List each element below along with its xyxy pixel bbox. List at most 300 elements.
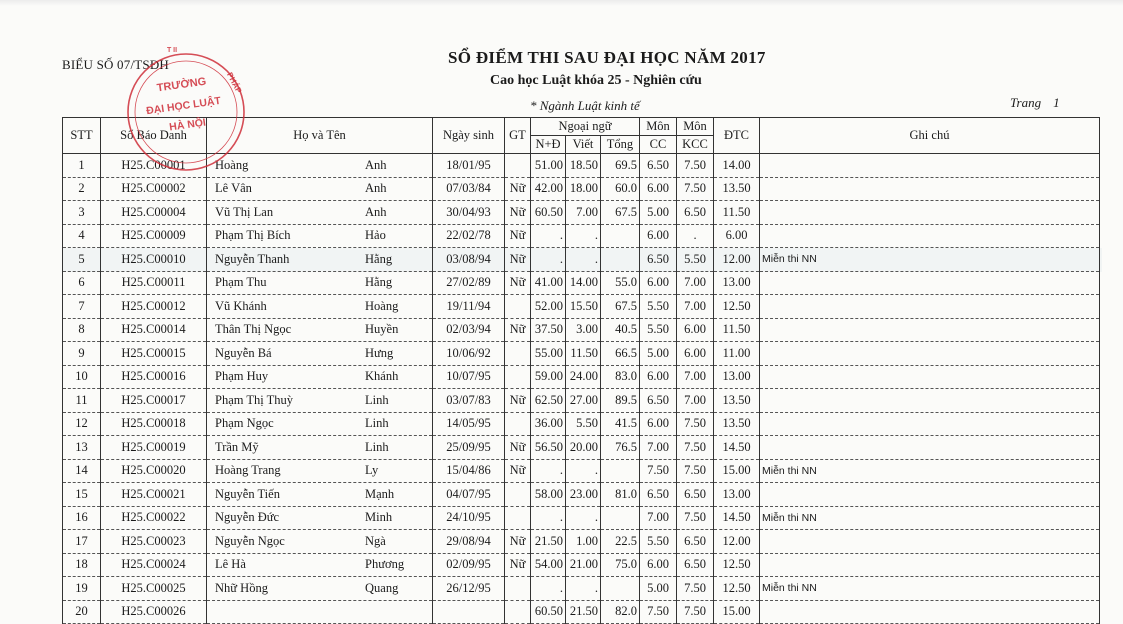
row-sbd: H25.C00011 xyxy=(101,271,207,295)
row-mon-cc: 6.00 xyxy=(640,412,677,436)
row-mon-cc: 5.50 xyxy=(640,530,677,554)
row-ten: Huyền xyxy=(365,322,399,337)
table-row xyxy=(63,530,1100,554)
row-mon-kcc: 6.50 xyxy=(677,553,714,577)
row-mon-kcc: 7.00 xyxy=(677,271,714,295)
row-dob: 02/03/94 xyxy=(433,318,505,342)
row-dtc: 13.50 xyxy=(714,412,760,436)
row-dob: 04/07/95 xyxy=(433,483,505,507)
row-nd: 51.00 xyxy=(531,154,566,178)
row-nd: 58.00 xyxy=(531,483,566,507)
row-ho: Phạm Huy xyxy=(215,369,269,384)
row-mon-kcc: 6.50 xyxy=(677,530,714,554)
row-dtc: 12.50 xyxy=(714,553,760,577)
table-row xyxy=(63,295,1100,319)
row-mon-cc: 5.00 xyxy=(640,201,677,225)
row-stt: 17 xyxy=(63,530,101,554)
row-ho: Hoàng xyxy=(215,157,249,172)
row-mon-cc: 6.00 xyxy=(640,177,677,201)
row-note xyxy=(760,530,1100,554)
table-row xyxy=(63,342,1100,366)
row-nd: . xyxy=(531,248,566,272)
row-ho: Nguyễn Tiến xyxy=(215,486,280,501)
row-ho: Nguyễn Đức xyxy=(215,510,280,525)
row-sbd: H25.C00023 xyxy=(101,530,207,554)
row-mon-cc: 6.50 xyxy=(640,248,677,272)
table-row xyxy=(63,177,1100,201)
row-dtc: 12.00 xyxy=(714,248,760,272)
row-viet: . xyxy=(566,248,601,272)
row-mon-cc: 7.00 xyxy=(640,436,677,460)
row-gt: Nữ xyxy=(505,224,531,248)
row-stt: 5 xyxy=(63,248,101,272)
row-tong xyxy=(601,248,640,272)
row-tong xyxy=(601,577,640,601)
row-sbd: H25.C00002 xyxy=(101,177,207,201)
row-note xyxy=(760,553,1100,577)
row-ten: Anh xyxy=(365,181,387,196)
row-name xyxy=(207,365,433,389)
row-stt: 4 xyxy=(63,224,101,248)
header-sbd: Số Báo Danh xyxy=(101,118,207,154)
row-note xyxy=(760,177,1100,201)
row-gt xyxy=(505,600,531,624)
row-dob: 26/12/95 xyxy=(433,577,505,601)
row-ho: Vũ Khánh xyxy=(215,298,267,313)
row-ten: Ly xyxy=(365,463,379,478)
row-name xyxy=(207,459,433,483)
row-mon-cc: 5.00 xyxy=(640,342,677,366)
row-mon-cc: 7.00 xyxy=(640,506,677,530)
row-nd: 52.00 xyxy=(531,295,566,319)
page-title: SỔ ĐIỂM THI SAU ĐẠI HỌC NĂM 2017 xyxy=(448,48,766,67)
row-mon-cc: 5.00 xyxy=(640,577,677,601)
row-ho: Phạm Thu xyxy=(215,275,267,290)
row-dob: 24/10/95 xyxy=(433,506,505,530)
row-mon-kcc: 7.50 xyxy=(677,600,714,624)
row-gt xyxy=(505,483,531,507)
row-dtc: 13.00 xyxy=(714,365,760,389)
header-dtc: ĐTC xyxy=(714,118,760,154)
row-mon-cc: 7.50 xyxy=(640,600,677,624)
row-viet: 24.00 xyxy=(566,365,601,389)
row-gt: Nữ xyxy=(505,177,531,201)
table-row xyxy=(63,412,1100,436)
row-ten: Mạnh xyxy=(365,486,395,501)
row-mon-kcc: 7.00 xyxy=(677,295,714,319)
row-name xyxy=(207,248,433,272)
row-viet: . xyxy=(566,577,601,601)
row-viet: 11.50 xyxy=(566,342,601,366)
table-row xyxy=(63,483,1100,507)
row-gt xyxy=(505,577,531,601)
row-viet: 20.00 xyxy=(566,436,601,460)
row-ten: Khánh xyxy=(365,369,399,384)
row-ten: Linh xyxy=(365,439,389,454)
row-stt: 7 xyxy=(63,295,101,319)
row-nd: 59.00 xyxy=(531,365,566,389)
table-row xyxy=(63,224,1100,248)
row-sbd: H25.C00021 xyxy=(101,483,207,507)
row-viet: . xyxy=(566,224,601,248)
row-dob: 10/07/95 xyxy=(433,365,505,389)
page-indicator xyxy=(1010,95,1060,111)
row-name xyxy=(207,436,433,460)
stamp-line2: ĐẠI HỌC LUẬT xyxy=(145,94,222,118)
row-dtc: 12.00 xyxy=(714,530,760,554)
row-stt: 2 xyxy=(63,177,101,201)
row-dtc: 13.00 xyxy=(714,483,760,507)
row-ten: Hằng xyxy=(365,275,393,290)
row-dtc: 12.50 xyxy=(714,295,760,319)
row-stt: 8 xyxy=(63,318,101,342)
stamp-right-text: PHÁP xyxy=(225,70,244,95)
row-nd: 42.00 xyxy=(531,177,566,201)
row-gt: Nữ xyxy=(505,248,531,272)
row-sbd: H25.C00015 xyxy=(101,342,207,366)
row-mon-kcc: 6.00 xyxy=(677,318,714,342)
row-ten: Anh xyxy=(365,157,387,172)
row-note xyxy=(760,318,1100,342)
row-ho: Lê Hà xyxy=(215,557,246,572)
row-nd: 21.50 xyxy=(531,530,566,554)
row-ho: Nhữ Hồng xyxy=(215,580,268,595)
row-viet: 3.00 xyxy=(566,318,601,342)
stamp-line3: HÀ NỘI xyxy=(168,116,207,134)
table-row xyxy=(63,271,1100,295)
row-dtc: 15.00 xyxy=(714,600,760,624)
header-nd: N+Đ xyxy=(531,136,566,154)
row-dtc: 13.50 xyxy=(714,389,760,413)
row-sbd: H25.C00020 xyxy=(101,459,207,483)
row-mon-cc: 6.50 xyxy=(640,389,677,413)
row-tong xyxy=(601,224,640,248)
row-stt: 6 xyxy=(63,271,101,295)
row-dob: 14/05/95 xyxy=(433,412,505,436)
row-nd: 62.50 xyxy=(531,389,566,413)
row-viet: 15.50 xyxy=(566,295,601,319)
row-dob: 07/03/84 xyxy=(433,177,505,201)
row-note xyxy=(760,412,1100,436)
row-ho: Phạm Thị Bích xyxy=(215,228,291,243)
row-name xyxy=(207,201,433,225)
row-tong xyxy=(601,506,640,530)
row-viet: 27.00 xyxy=(566,389,601,413)
row-viet: 5.50 xyxy=(566,412,601,436)
row-stt: 12 xyxy=(63,412,101,436)
row-nd: 37.50 xyxy=(531,318,566,342)
row-viet: 18.00 xyxy=(566,177,601,201)
row-dob: 22/02/78 xyxy=(433,224,505,248)
row-gt: Nữ xyxy=(505,530,531,554)
row-ten: Quang xyxy=(365,580,399,595)
row-nd: 54.00 xyxy=(531,553,566,577)
row-tong: 76.5 xyxy=(601,436,640,460)
table-row xyxy=(63,600,1100,624)
header-mon-cc-2: CC xyxy=(640,136,677,154)
row-tong: 69.5 xyxy=(601,154,640,178)
row-gt: Nữ xyxy=(505,553,531,577)
stamp-top-text: T II xyxy=(166,47,178,54)
row-tong: 67.5 xyxy=(601,201,640,225)
row-tong: 41.5 xyxy=(601,412,640,436)
row-dtc: 14.00 xyxy=(714,154,760,178)
row-dob: 03/08/94 xyxy=(433,248,505,272)
row-ho: Vũ Thị Lan xyxy=(215,204,274,219)
row-mon-kcc: 6.50 xyxy=(677,201,714,225)
row-gt: Nữ xyxy=(505,318,531,342)
row-ten: Anh xyxy=(365,204,387,219)
row-mon-kcc: 7.00 xyxy=(677,389,714,413)
row-dtc: 13.00 xyxy=(714,271,760,295)
row-mon-kcc: 7.50 xyxy=(677,459,714,483)
row-tong: 67.5 xyxy=(601,295,640,319)
row-sbd: H25.C00004 xyxy=(101,201,207,225)
row-nd: . xyxy=(531,506,566,530)
page-number: 1 xyxy=(1053,95,1060,110)
table-row xyxy=(63,318,1100,342)
row-dtc: 13.50 xyxy=(714,177,760,201)
page-subtitle: Cao học Luật khóa 25 - Nghiên cứu xyxy=(490,73,702,88)
row-ten: Linh xyxy=(365,392,389,407)
row-ho xyxy=(209,604,215,618)
row-tong: 60.0 xyxy=(601,177,640,201)
row-gt: Nữ xyxy=(505,271,531,295)
row-ho: Nguyễn Thanh xyxy=(215,251,290,266)
row-mon-kcc: 5.50 xyxy=(677,248,714,272)
row-note xyxy=(760,224,1100,248)
row-tong xyxy=(601,459,640,483)
row-dob: 27/02/89 xyxy=(433,271,505,295)
row-dtc: 11.50 xyxy=(714,318,760,342)
row-nd: 60.50 xyxy=(531,201,566,225)
row-tong: 66.5 xyxy=(601,342,640,366)
row-name xyxy=(207,389,433,413)
row-mon-kcc: 7.50 xyxy=(677,577,714,601)
header-gt: GT xyxy=(505,118,531,154)
row-tong: 75.0 xyxy=(601,553,640,577)
header-name: Họ và Tên xyxy=(207,118,433,154)
row-stt: 20 xyxy=(63,600,101,624)
row-gt xyxy=(505,506,531,530)
row-nd: 60.50 xyxy=(531,600,566,624)
row-mon-cc: 7.50 xyxy=(640,459,677,483)
row-name xyxy=(207,506,433,530)
table-row xyxy=(63,436,1100,460)
table-row xyxy=(63,459,1100,483)
row-note: Miễn thi NN xyxy=(760,577,1100,601)
row-sbd: H25.C00024 xyxy=(101,553,207,577)
stamp-line1: TRƯỜNG xyxy=(156,75,208,95)
row-gt xyxy=(505,295,531,319)
row-ho: Phạm Ngọc xyxy=(215,416,274,431)
table-row xyxy=(63,365,1100,389)
row-nd: . xyxy=(531,459,566,483)
row-nd: 56.50 xyxy=(531,436,566,460)
row-viet: 21.00 xyxy=(566,553,601,577)
row-mon-kcc: 7.50 xyxy=(677,154,714,178)
row-stt: 9 xyxy=(63,342,101,366)
row-mon-kcc: 6.00 xyxy=(677,342,714,366)
header-mon-kcc-2: KCC xyxy=(677,136,714,154)
row-dtc: 12.50 xyxy=(714,577,760,601)
row-stt: 19 xyxy=(63,577,101,601)
row-viet: . xyxy=(566,506,601,530)
table-row xyxy=(63,553,1100,577)
row-dob: 25/09/95 xyxy=(433,436,505,460)
scan-edge xyxy=(0,0,1123,6)
row-ten: Ngà xyxy=(365,533,386,548)
row-name xyxy=(207,224,433,248)
row-gt: Nữ xyxy=(505,389,531,413)
form-code: BIỂU SỐ 07/TSĐH xyxy=(62,57,170,72)
row-gt: Nữ xyxy=(505,436,531,460)
row-tong: 40.5 xyxy=(601,318,640,342)
row-mon-cc: 6.00 xyxy=(640,271,677,295)
row-sbd: H25.C00009 xyxy=(101,224,207,248)
table-row xyxy=(63,389,1100,413)
score-table xyxy=(62,117,1100,624)
row-gt xyxy=(505,154,531,178)
row-viet: 21.50 xyxy=(566,600,601,624)
row-stt: 10 xyxy=(63,365,101,389)
header-ghi-chu: Ghi chú xyxy=(760,118,1100,154)
row-mon-kcc: 6.50 xyxy=(677,483,714,507)
header-tong: Tổng xyxy=(601,136,640,154)
row-dob: 19/11/94 xyxy=(433,295,505,319)
row-note xyxy=(760,436,1100,460)
row-dtc: 11.00 xyxy=(714,342,760,366)
header-viet: Viết xyxy=(566,136,601,154)
row-viet: . xyxy=(566,459,601,483)
row-gt: Nữ xyxy=(505,201,531,225)
row-ten: Linh xyxy=(365,416,389,431)
row-nd: 36.00 xyxy=(531,412,566,436)
row-stt: 15 xyxy=(63,483,101,507)
row-ten: Phương xyxy=(365,557,405,572)
row-stt: 13 xyxy=(63,436,101,460)
row-ho: Thân Thị Ngọc xyxy=(215,322,292,337)
row-note: Miễn thi NN xyxy=(760,459,1100,483)
row-note xyxy=(760,365,1100,389)
row-mon-kcc: 7.00 xyxy=(677,365,714,389)
row-mon-cc: 6.50 xyxy=(640,154,677,178)
major-label: * Ngành Luật kinh tế xyxy=(530,98,640,113)
row-name xyxy=(207,553,433,577)
row-nd: . xyxy=(531,577,566,601)
row-sbd: H25.C00022 xyxy=(101,506,207,530)
row-sbd: H25.C00014 xyxy=(101,318,207,342)
row-note xyxy=(760,600,1100,624)
row-viet: 23.00 xyxy=(566,483,601,507)
row-sbd: H25.C00019 xyxy=(101,436,207,460)
row-sbd: H25.C00026 xyxy=(101,600,207,624)
row-ten: Minh xyxy=(365,510,393,525)
row-name xyxy=(207,295,433,319)
row-gt xyxy=(505,342,531,366)
row-dob: 10/06/92 xyxy=(433,342,505,366)
row-gt xyxy=(505,365,531,389)
table-row xyxy=(63,506,1100,530)
row-name xyxy=(207,530,433,554)
row-dob: 29/08/94 xyxy=(433,530,505,554)
row-mon-kcc: 7.50 xyxy=(677,506,714,530)
row-note xyxy=(760,389,1100,413)
row-viet: 18.50 xyxy=(566,154,601,178)
row-dtc: 14.50 xyxy=(714,436,760,460)
row-name xyxy=(207,600,433,624)
row-name xyxy=(207,342,433,366)
row-ten: Hằng xyxy=(365,251,393,266)
row-nd: . xyxy=(531,224,566,248)
row-name xyxy=(207,177,433,201)
row-ho: Hoàng Trang xyxy=(215,463,281,478)
row-tong: 82.0 xyxy=(601,600,640,624)
row-note: Miễn thi NN xyxy=(760,506,1100,530)
row-note xyxy=(760,295,1100,319)
row-tong: 83.0 xyxy=(601,365,640,389)
row-stt: 1 xyxy=(63,154,101,178)
row-ho: Lê Vân xyxy=(215,181,252,196)
row-mon-cc: 6.50 xyxy=(640,483,677,507)
row-viet: 14.00 xyxy=(566,271,601,295)
row-note xyxy=(760,483,1100,507)
table-row xyxy=(63,577,1100,601)
row-nd: 41.00 xyxy=(531,271,566,295)
row-gt: Nữ xyxy=(505,459,531,483)
row-sbd: H25.C00016 xyxy=(101,365,207,389)
row-mon-cc: 6.00 xyxy=(640,224,677,248)
row-ho: Trần Mỹ xyxy=(215,439,259,454)
row-mon-kcc: 7.50 xyxy=(677,412,714,436)
row-dtc: 15.00 xyxy=(714,459,760,483)
header-ngoai-ngu: Ngoại ngữ xyxy=(531,118,640,136)
row-name xyxy=(207,412,433,436)
row-name xyxy=(207,483,433,507)
row-dtc: 6.00 xyxy=(714,224,760,248)
row-name xyxy=(207,577,433,601)
row-note xyxy=(760,342,1100,366)
row-tong: 81.0 xyxy=(601,483,640,507)
row-note xyxy=(760,271,1100,295)
row-sbd: H25.C00012 xyxy=(101,295,207,319)
row-ten: Hảo xyxy=(365,228,386,243)
row-sbd: H25.C00025 xyxy=(101,577,207,601)
row-tong: 22.5 xyxy=(601,530,640,554)
row-sbd: H25.C00001 xyxy=(101,154,207,178)
row-mon-kcc: 7.50 xyxy=(677,177,714,201)
header-mon-kcc-1: Môn xyxy=(677,118,714,136)
row-ho: Nguyễn Ngọc xyxy=(215,533,285,548)
row-note xyxy=(760,201,1100,225)
row-dob: 15/04/86 xyxy=(433,459,505,483)
row-mon-cc: 5.50 xyxy=(640,318,677,342)
row-name xyxy=(207,318,433,342)
row-dob: 18/01/95 xyxy=(433,154,505,178)
row-dob: 30/04/93 xyxy=(433,201,505,225)
row-stt: 14 xyxy=(63,459,101,483)
row-stt: 18 xyxy=(63,553,101,577)
row-tong: 89.5 xyxy=(601,389,640,413)
row-tong: 55.0 xyxy=(601,271,640,295)
row-mon-cc: 6.00 xyxy=(640,365,677,389)
row-sbd: H25.C00017 xyxy=(101,389,207,413)
row-dob: 03/07/83 xyxy=(433,389,505,413)
row-dtc: 11.50 xyxy=(714,201,760,225)
row-mon-kcc: . xyxy=(677,224,714,248)
row-stt: 3 xyxy=(63,201,101,225)
page-label: Trang xyxy=(1010,95,1042,110)
